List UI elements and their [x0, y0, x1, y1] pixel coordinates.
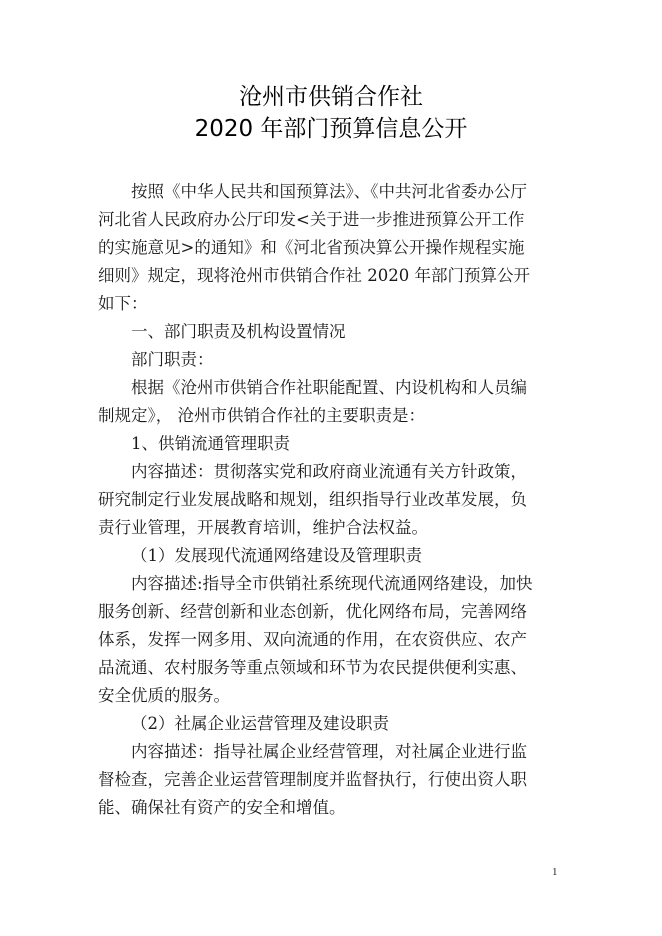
- paragraph-line: 督检查，完善企业运营管理制度并监督执行，行使出资人职: [98, 770, 527, 789]
- paragraph-line: 体系，发挥一网多用、双向流通的作用，在农资供应、农产: [98, 630, 527, 649]
- paragraph-line: 内容描述：贯彻落实党和政府商业流通有关方针政策，: [131, 462, 527, 481]
- paragraph-line: 内容描述:指导全市供销社系统现代流通网络建设，加快: [131, 574, 533, 593]
- paragraph-line: 河北省人民政府办公厅印发<关于进一步推进预算公开工作: [98, 210, 525, 229]
- paragraph-line: 服务创新、经营创新和业态创新，优化网络布局，完善网络: [98, 602, 527, 621]
- document-title-line1: 沧州市供销合作社: [239, 84, 423, 110]
- paragraph-line: 能、确保社有资产的安全和增值。: [98, 798, 346, 817]
- subsection-heading: 部门职责：: [131, 350, 214, 369]
- section-heading: 一、部门职责及机构设置情况: [131, 322, 346, 341]
- paragraph-line: 安全优质的服务。: [98, 686, 230, 705]
- paragraph-line: 根据《沧州市供销合作社职能配置、内设机构和人员编: [131, 378, 527, 397]
- document-title-line2: 2020 年部门预算信息公开: [194, 116, 468, 142]
- paragraph-line: 按照《中华人民共和国预算法》、《中共河北省委办公厅: [131, 182, 527, 201]
- paragraph-line: 细则》规定，现将沧州市供销合作社 2020 年部门预算公开: [98, 266, 530, 285]
- paragraph-line: 内容描述：指导社属企业经营管理，对社属企业进行监: [131, 742, 527, 761]
- paragraph-line: 制规定》， 沧州市供销合作社的主要职责是：: [98, 406, 425, 425]
- paragraph-line: 责行业管理，开展教育培训，维护合法权益。: [98, 518, 428, 537]
- document-body: [98, 178, 564, 822]
- paragraph-line: 的实施意见>的通知》和《河北省预决算公开操作规程实施: [98, 238, 525, 257]
- page-number: 1: [552, 866, 558, 878]
- paragraph-line: 品流通、农村服务等重点领域和环节为农民提供便利实惠、: [98, 658, 527, 677]
- subsection-heading: （1）发展现代流通网络建设及管理职责: [131, 546, 422, 565]
- subsection-heading: 1、供销流通管理职责: [131, 434, 290, 453]
- paragraph-line: 研究制定行业发展战略和规划，组织指导行业改革发展，负: [98, 490, 527, 509]
- paragraph-line: 如下：: [98, 294, 148, 313]
- subsection-heading: （2）社属企业运营管理及建设职责: [131, 714, 389, 733]
